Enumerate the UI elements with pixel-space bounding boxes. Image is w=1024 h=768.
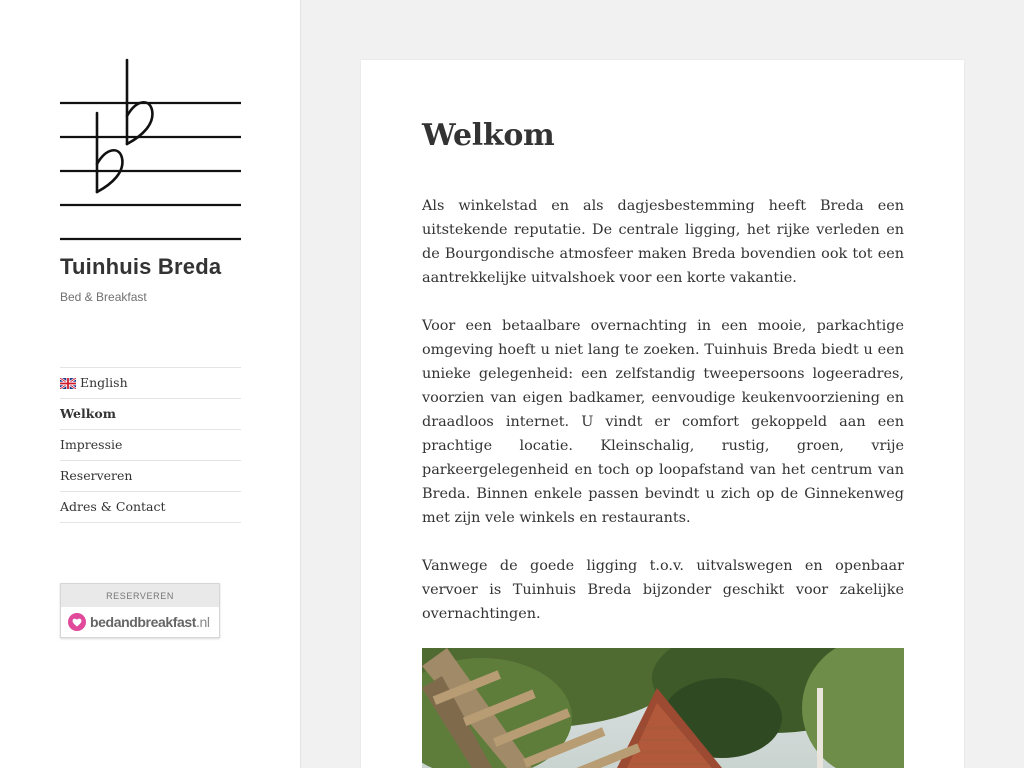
nav-link-english[interactable] xyxy=(60,368,241,398)
nav-item-impressie[interactable] xyxy=(60,430,241,461)
badge-heading: RESERVEREN xyxy=(61,584,219,607)
site-title[interactable]: Tuinhuis Breda xyxy=(60,254,222,279)
paragraph: Voor een betaalbare overnachting in een mooie, parkachtige omgeving hoeft u niet lang te zoeken. Tuinhuis Breda biedt u een unieke gelegenheid: een zelfstandig tweepersoons logeeradres, voorzien van eigen badkamer, eenvoudige keukenvoorziening en draadloos internet. U vindt er comfort gekoppeld aan een prachtige locatie. Kleinschalig, rustig, groen, vrije parkeergelegenheid en toch op loopafstand van het centrum van Breda. Binnen enkele passen bevindt u zich op de Ginnekenweg met zijn vele winkels en restaurants. xyxy=(422,318,904,526)
garden-house-photo xyxy=(422,648,904,768)
bedandbreakfast-logo-icon xyxy=(68,613,86,631)
nav-item-english[interactable] xyxy=(60,368,241,399)
nav-link-impressie[interactable] xyxy=(60,430,241,460)
badge-brand xyxy=(61,607,219,637)
music-flat-logo-icon[interactable] xyxy=(60,58,241,242)
nav-item-adres-contact[interactable] xyxy=(60,492,241,523)
site-description: Bed & Breakfast xyxy=(60,290,147,304)
nav-link-reserveren[interactable] xyxy=(60,461,241,491)
nav-label-adres-contact: Adres & Contact xyxy=(60,499,166,514)
badge-brand-suffix: .nl xyxy=(196,614,210,630)
main-navigation xyxy=(60,367,241,523)
page-title: Welkom xyxy=(422,118,555,153)
article-body xyxy=(422,194,904,650)
nav-item-welkom[interactable] xyxy=(60,399,241,430)
nav-label-reserveren: Reserveren xyxy=(60,468,133,483)
badge-brand-text xyxy=(90,614,210,630)
paragraph: Vanwege de goede ligging t.o.v. uitvalswegen en openbaar vervoer is Tuinhuis Breda bijzonder geschikt voor zakelijke overnachtingen. xyxy=(422,558,904,622)
bedandbreakfast-reserve-badge[interactable] xyxy=(60,583,220,638)
nav-label-english: English xyxy=(80,375,128,390)
badge-brand-name: bedandbreakfast xyxy=(90,614,197,630)
nav-label-welkom: Welkom xyxy=(60,406,116,421)
uk-flag-icon xyxy=(60,378,76,389)
sidebar xyxy=(0,0,301,768)
nav-link-adres-contact[interactable] xyxy=(60,492,241,522)
main-article xyxy=(361,60,964,768)
nav-label-impressie: Impressie xyxy=(60,437,123,452)
paragraph: Als winkelstad en als dagjesbestemming heeft Breda een uitstekende reputatie. De centrale ligging, het rijke verleden en de Bourgondische atmosfeer maken Breda bovendien ook tot een aantrekkelijke uitvalshoek voor een korte vakantie. xyxy=(422,198,904,286)
nav-item-reserveren[interactable] xyxy=(60,461,241,492)
nav-link-welkom[interactable] xyxy=(60,399,241,429)
